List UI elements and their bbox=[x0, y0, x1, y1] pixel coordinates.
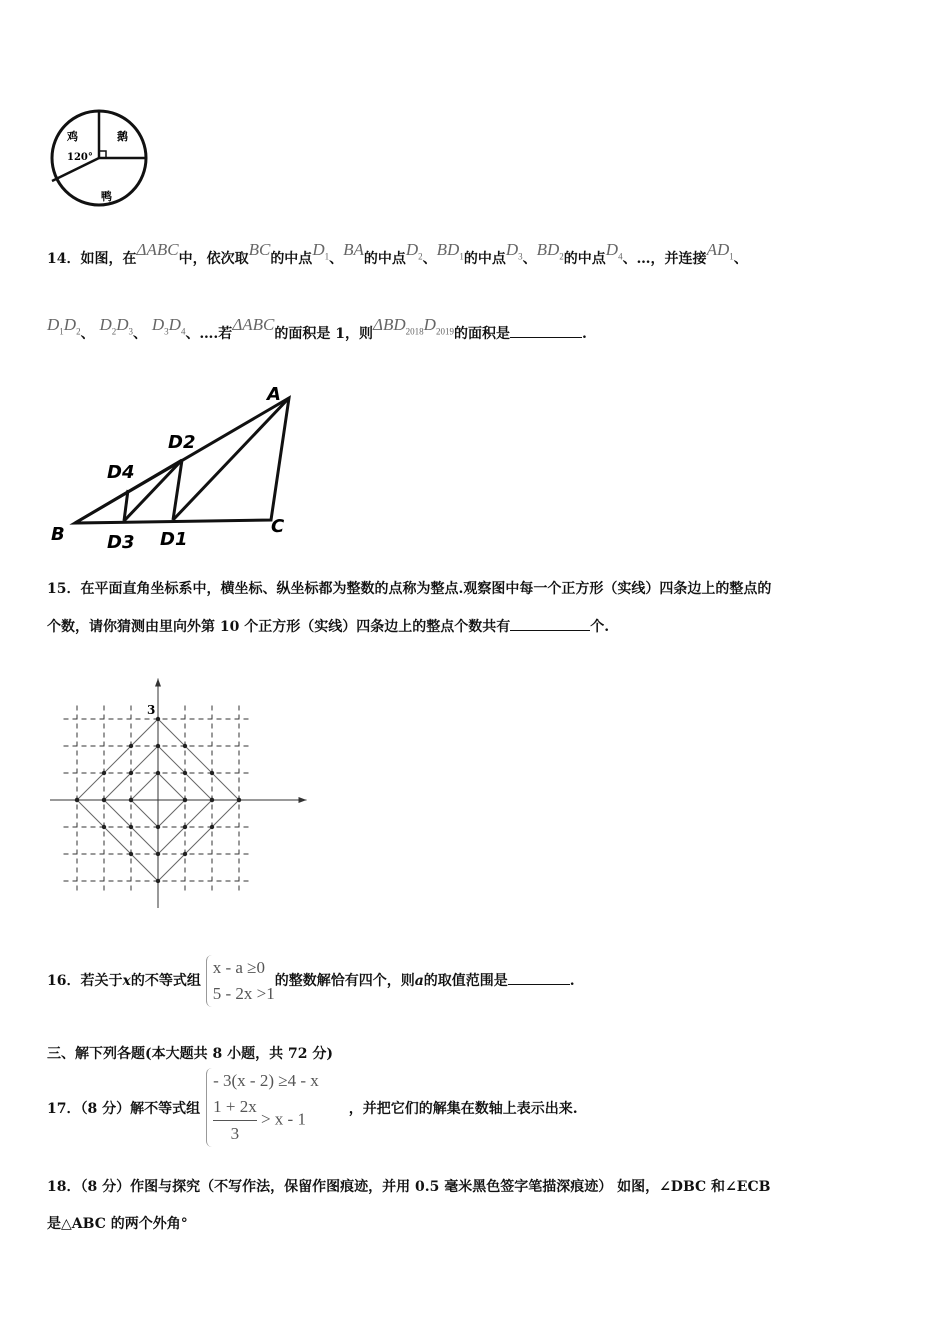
pie-label: 鸭 bbox=[101, 190, 112, 203]
lattice-point bbox=[156, 825, 160, 829]
vertex-label: B bbox=[51, 524, 65, 545]
lattice-point bbox=[156, 717, 160, 721]
question-16: 16．若关于x的不等式组 x - a ≥0 5 - 2x >1的整数解恰有四个，则a的取值范围是 . bbox=[47, 955, 575, 1007]
question-15-line1: 15．在平面直角坐标系中，横坐标、纵坐标都为整数的点称为整点.观察图中每一个正方形（实线）四条边上的整点的 bbox=[47, 581, 772, 597]
lattice-point bbox=[129, 771, 133, 775]
lattice-point bbox=[156, 879, 160, 883]
inequality-system: x - a ≥0 5 - 2x >1 bbox=[206, 955, 275, 1007]
pie-angle: 120° bbox=[67, 152, 93, 163]
axis-label: 3 bbox=[147, 703, 156, 717]
lattice-point bbox=[102, 825, 106, 829]
lattice-point bbox=[129, 852, 133, 856]
pie-chart-figure bbox=[45, 100, 155, 215]
lattice-point bbox=[129, 744, 133, 748]
vertex-label: D1 bbox=[160, 529, 188, 550]
lattice-point bbox=[129, 825, 133, 829]
lattice-point bbox=[183, 798, 187, 802]
triangle-figure bbox=[45, 380, 305, 555]
lattice-point bbox=[156, 744, 160, 748]
question-17: 17．（8 分）解不等式组 - 3(x - 2) ≥4 - x $\frac{1 + 2x}{3}$ > x - 1 ，并把它们的解集在数轴上表示出来. bbox=[47, 1068, 578, 1147]
question-18-line2: 是△ABC 的两个外角° bbox=[47, 1216, 188, 1232]
pie-label: 鸡 bbox=[67, 130, 78, 143]
lattice-point bbox=[210, 798, 214, 802]
lattice-point bbox=[102, 771, 106, 775]
arrow bbox=[155, 679, 161, 687]
section-heading: 三、解下列各题(本大题共 8 小题，共 72 分) bbox=[47, 1046, 333, 1062]
lattice-point bbox=[183, 825, 187, 829]
vertex-label: D4 bbox=[107, 462, 135, 483]
vertex-label: C bbox=[271, 516, 285, 537]
lattice-point bbox=[156, 852, 160, 856]
question-15-line2: 个数，请你猜测由里向外第 10 个正方形（实线）四条边上的整点个数共有 个. bbox=[47, 619, 610, 635]
lattice-square-figure bbox=[45, 670, 315, 910]
question-14-line2: $D_1D_2$、 $D_2D_3$、 $D_3D_4$、….若ΔABC的面积是 1，则$\Delta BD_{2018}D_{2019}$的面积是 . bbox=[47, 315, 587, 342]
pie-label: 鹅 bbox=[117, 130, 128, 143]
lattice-point bbox=[156, 771, 160, 775]
lattice-point bbox=[210, 825, 214, 829]
lattice-point bbox=[237, 798, 241, 802]
lattice-point bbox=[75, 798, 79, 802]
vertex-label: D3 bbox=[107, 532, 135, 553]
lattice-point bbox=[129, 798, 133, 802]
lattice-point bbox=[183, 771, 187, 775]
arrow bbox=[299, 797, 307, 803]
question-14-line1: 14．如图，在ΔABC中，依次取BC的中点$D_1$、BA的中点$D_2$、$BD_1$的中点$D_3$、$BD_2$的中点$D_4$、…，并连接$AD_1$、 bbox=[47, 240, 748, 267]
question-18-line1: 18．（8 分）作图与探究（不写作法，保留作图痕迹，并用 0.5 毫米黑色签字笔描深痕迹） 如图，∠DBC 和∠ECB bbox=[47, 1179, 771, 1195]
lattice-point bbox=[183, 852, 187, 856]
lattice-point bbox=[102, 798, 106, 802]
lattice-point bbox=[183, 744, 187, 748]
inequality-system: - 3(x - 2) ≥4 - x $\frac{1 + 2x}{3}$ > x - 1 bbox=[206, 1068, 319, 1147]
lattice-point bbox=[210, 771, 214, 775]
vertex-label: D2 bbox=[168, 432, 196, 453]
vertex-label: A bbox=[267, 384, 281, 405]
